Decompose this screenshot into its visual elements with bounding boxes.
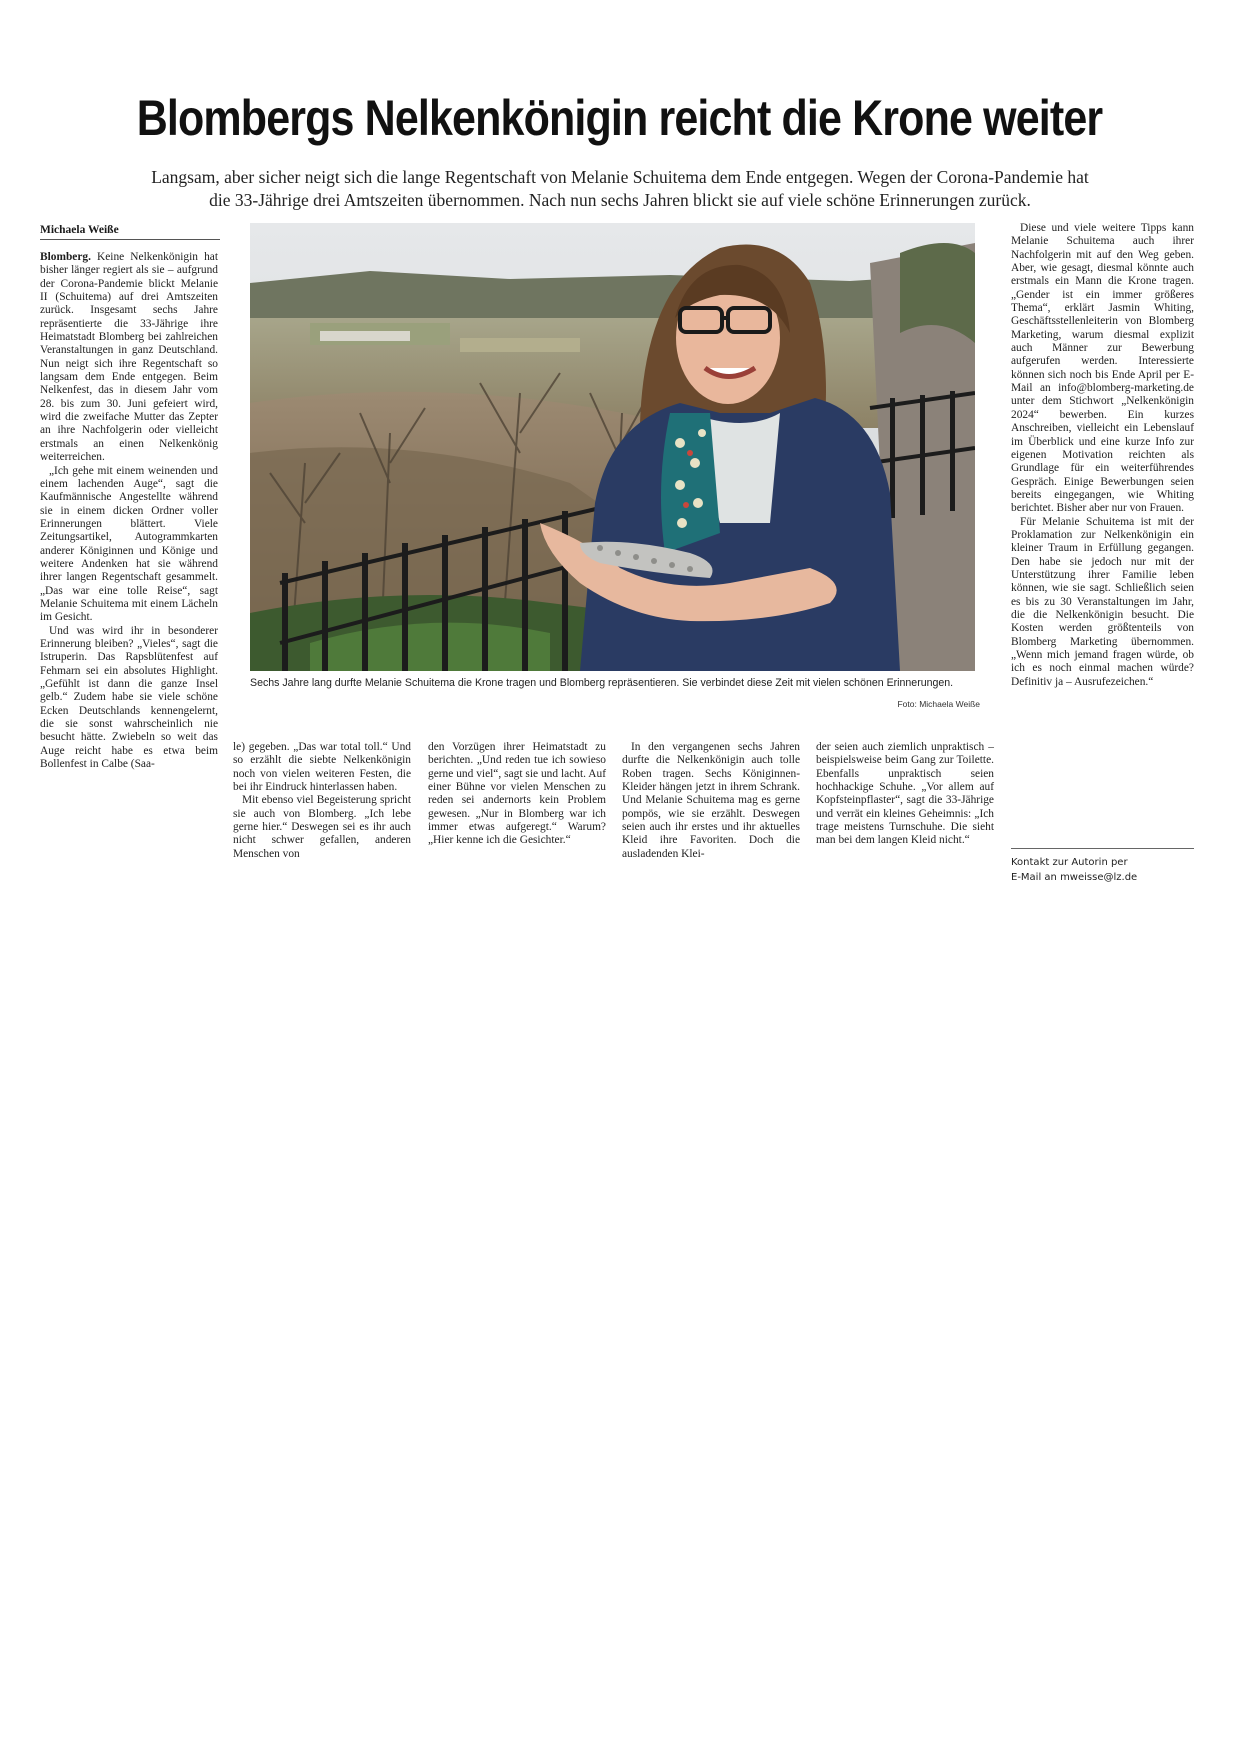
subhead-line: die 33-Jährige drei Amtszeiten übernommen. Nach nun sechs Jahren blickt sie auf viele schöne Erinnerungen zurück. xyxy=(209,190,1031,210)
text-column-2 xyxy=(233,741,411,861)
photo-caption: Sechs Jahre lang durfte Melanie Schuitema die Krone tragen und Blomberg repräsentieren. Sie verbindet diese Zeit mit vielen schönen Erinnerungen. xyxy=(250,677,954,689)
subheadline xyxy=(40,166,1200,212)
paragraph: Und was wird ihr in besonderer Erinnerung bleiben? „Vieles“, sagt die Istruperin. Das Rapsblütenfest auf Fehmarn sei ein absolutes Highlight. „Gefühlt ist dann die ganze Insel gelb.“ Zudem habe sie viele schöne Ecken Deutschlands kennengelernt, die sie sonst wahrscheinlich nie besucht hätte. Zwiebeln so weit das Auge reicht habe es etwa beim Bollenfest in Calbe (Saa- xyxy=(40,624,218,771)
author-byline: Michaela Weiße xyxy=(40,224,220,240)
paragraph: „Ich gehe mit einem weinenden und einem lachenden Auge“, sagt die Kaufmännische Angestellte während sie in einem dicken Ordner voller Erinnerungen blättert. Viele Zeitungsartikel, Autogrammkarten anderer Königinnen und Könige und weitere Andenken hat sie während ihrer langen Regentschaft gesammelt. „Das war eine tolle Reise“, sagt Melanie Schuitema mit einem Lächeln im Gesicht. xyxy=(40,464,218,624)
article-photo xyxy=(250,223,975,671)
headline: Blombergs Nelkenkönigin reicht die Krone weiter xyxy=(136,90,1103,146)
text-column-6 xyxy=(1011,222,1194,689)
contact-line: E-Mail an mweisse@lz.de xyxy=(1011,872,1138,883)
paragraph: In den vergangenen sechs Jahren durfte die Nelkenkönigin auch tolle Roben tragen. Sechs Königinnen-Kleider hängen jetzt in ihrem Schrank. Und Melanie Schuitema mag es gerne pompös, wie sie erzählt. Deswegen seien auch ihr erstes und ihr aktuelles Kleid ihre Favoriten. Doch die ausladenden Klei- xyxy=(622,741,800,860)
text-column-1 xyxy=(40,251,218,771)
author-contact xyxy=(1011,848,1194,885)
text-column-3 xyxy=(428,741,606,848)
paragraph: der seien auch ziemlich unpraktisch – beispielsweise beim Gang zur Toilette. Ebenfalls unpraktisch seien hochhackige Schuhe. „Vor allem auf Kopfsteinpflaster“, sagt die 33-Jährige und verrät ein kleines Geheimnis: „Ich trage meistens Turnschuhe. Die sieht man bei dem langen Kleid nicht.“ xyxy=(816,741,994,847)
paragraph: Für Melanie Schuitema ist mit der Proklamation zur Nelkenkönigin ein kleiner Traum in Erfüllung gegangen. Den habe sie jedoch nur mit der Unterstützung ihrer Familie leben können, wie sie sagt. Schließlich seien es bis zu 30 Veranstaltungen im Jahr, die die Nelkenkönigin besucht. Die Kosten werden größtenteils von Blomberg Marketing übernommen. „Wenn mich jemand fragen würde, ob ich es noch einmal machen würde? Definitiv ja – Ausrufezeichen.“ xyxy=(1011,515,1194,688)
text-column-5 xyxy=(816,741,994,848)
text-column-4 xyxy=(622,741,800,861)
paragraph: le) gegeben. „Das war total toll.“ Und so erzählt die siebte Nelkenkönigin noch von vielen weiteren Festen, die bei ihr Eindruck hinterlassen haben. xyxy=(233,741,411,794)
paragraph xyxy=(40,251,218,465)
paragraph: Mit ebenso viel Begeisterung spricht sie auch von Blomberg. „Ich lebe gerne hier.“ Deswegen sei es ihr auch nicht schwer gefallen, anderen Menschen von xyxy=(233,794,411,860)
paragraph-text: Keine Nelkenkönigin hat bisher länger regiert als sie – aufgrund der Corona-Pandemie blickt Melanie II (Schuitema) auf drei Amtszeiten zurück. Insgesamt sechs Jahre repräsentierte die 33-Jährige ihre Heimatstadt Blomberg bei zahlreichen Veranstaltungen in ganz Deutschland. Nun neigt sich ihre Regentschaft so langsam dem Ende entgegen. Beim Nelkenfest, das in diesem Jahr vom 28. bis zum 30. Juni gefeiert wird, wird die zweifache Mutter das Zepter an ihre Nachfolgerin oder vielleicht erstmals an einen Nelkenkönig weiterreichen. xyxy=(40,251,218,464)
photo-credit: Foto: Michaela Weiße xyxy=(897,699,980,709)
subhead-line: Langsam, aber sicher neigt sich die lange Regentschaft von Melanie Schuitema dem Ende entgegen. Wegen der Corona-Pandemie hat xyxy=(151,167,1089,187)
contact-line: Kontakt zur Autorin per xyxy=(1011,857,1128,868)
paragraph: Diese und viele weitere Tipps kann Melanie Schuitema auch ihrer Nachfolgerin mit auf den Weg geben. Aber, wie gesagt, diesmal könnte auch erstmals ein Mann die Krone tragen. „Gender ist ein immer größeres Thema“, erklärt Jasmin Whiting, Geschäftsstellenleiterin von Blomberg Marketing, warum diesmal explizit auch Männer zur Bewerbung aufgerufen werden. Interessierte können sich noch bis Ende April per E-Mail an info@blomberg-marketing.de unter dem Stichwort „Nelkenkönigin 2024“ bewerben. Ein kurzes Anschreiben, vielleicht ein Lebenslauf im Überblick und eine kurze Info zur eigenen Motivation reichten als Grundlage für ein weiterführendes Gespräch. Einige Bewerbungen seien bereits eingegangen, wie Whiting berichtet. Bisher aber nur von Frauen. xyxy=(1011,222,1194,515)
paragraph: den Vorzügen ihrer Heimatstadt zu berichten. „Und reden tue ich sowieso gerne und viel“, sagt sie und lacht. Auf einer Bühne vor vielen Menschen zu reden sei andernorts kein Problem gewesen. „Nur in Blomberg war ich immer etwas aufgeregt.“ Warum? „Hier kenne ich die Gesichter.“ xyxy=(428,741,606,847)
dateline: Blomberg. xyxy=(40,251,91,263)
